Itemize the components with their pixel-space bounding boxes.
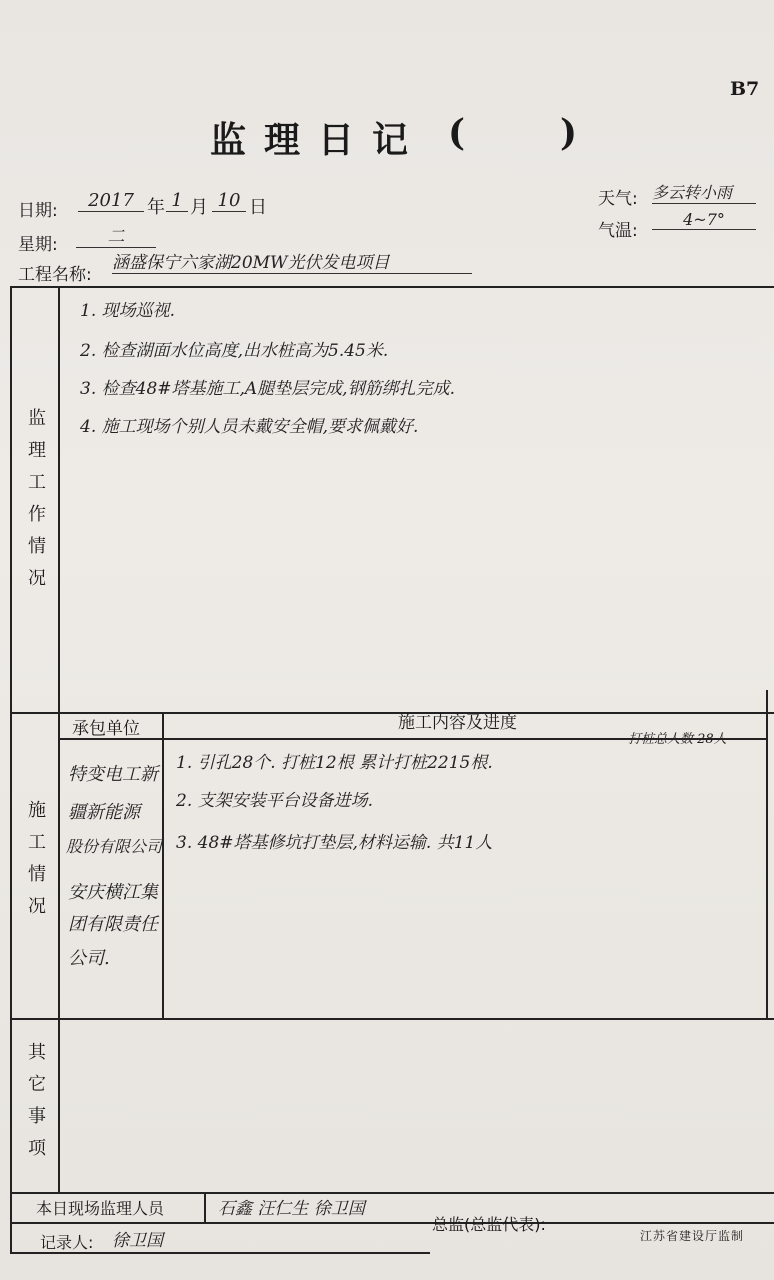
construction-right-border	[766, 690, 768, 1018]
date-day-unit: 日	[249, 197, 267, 218]
date-year-unit: 年	[147, 197, 165, 218]
temperature-value: 4~7°	[652, 210, 756, 230]
form-code: B7	[730, 78, 760, 100]
footer-issuer: 江苏省建设厅监制	[639, 1229, 744, 1243]
temperature-label: 气温:	[598, 221, 638, 241]
table-top-border	[10, 286, 774, 288]
project-label: 工程名称:	[18, 265, 92, 285]
weekday-value: 二	[76, 222, 156, 248]
project-value: 涵盛保宁六家湖20MW光伏发电项目	[112, 248, 472, 274]
page-title: 监理日记	[210, 119, 427, 161]
other-section-bottom	[10, 1192, 774, 1194]
contractor-column-header: 承包单位	[72, 719, 140, 739]
progress-column-header: 施工内容及进度	[398, 713, 517, 733]
recorder-name: 徐卫国	[112, 1231, 163, 1251]
weekday-label: 星期:	[18, 235, 58, 255]
supervisor-row-bottom	[10, 1222, 774, 1224]
progress-item-3: 3. 48#塔基修坑打垫层,材料运输. 共11人	[176, 833, 493, 853]
work-item-1: 1. 现场巡视.	[80, 301, 176, 321]
total-workers-note: 打桩总人数 28人	[628, 732, 727, 747]
recorder-label: 记录人:	[40, 1233, 94, 1252]
progress-item-1: 1. 引孔28个. 打桩12根 累计打桩2215根.	[176, 753, 493, 773]
contractor-1-line-1: 特变电工新	[68, 764, 158, 785]
date-month: 1	[166, 190, 188, 212]
contractor-1-line-2: 疆新能源	[68, 802, 140, 823]
weather-label: 天气:	[598, 189, 638, 209]
title-paren-close: )	[560, 112, 578, 154]
supervisor-label-divider	[204, 1192, 206, 1222]
work-item-2: 2. 检查湖面水位高度,出水桩高为5.45米.	[80, 341, 389, 361]
work-item-3: 3. 检查48#塔基施工,A腿垫层完成,钢筋绑扎完成.	[80, 379, 455, 399]
supervisors-names: 石鑫 汪仁生 徐卫国	[218, 1199, 365, 1219]
contractor-2-line-3: 公司.	[68, 948, 110, 969]
chief-label: 总监(总监代表):	[432, 1215, 546, 1234]
contractor-2-line-1: 安庆横江集	[68, 882, 158, 903]
weather-value: 多云转小雨	[652, 180, 756, 204]
date-year: 2017	[78, 190, 144, 212]
supervisors-label: 本日现场监理人员	[36, 1199, 165, 1218]
date-month-unit: 月	[190, 197, 208, 218]
construction-section-bottom	[10, 1018, 774, 1020]
table-left-border	[10, 286, 12, 1254]
title-paren-open: (	[448, 112, 466, 154]
contractor-1-line-3: 股份有限公司	[66, 837, 163, 856]
date-day: 10	[212, 190, 246, 212]
contractor-column-divider	[162, 712, 164, 1018]
other-section-label: 其它事项	[25, 1042, 46, 1170]
work-section-label: 监理工作情况	[25, 408, 46, 600]
work-item-4: 4. 施工现场个别人员未戴安全帽,要求佩戴好.	[80, 417, 419, 437]
construction-section-label: 施工情况	[25, 800, 46, 928]
progress-item-2: 2. 支架安装平台设备进场.	[176, 791, 374, 811]
date-label: 日期:	[18, 201, 58, 221]
contractor-2-line-2: 团有限责任	[68, 914, 158, 935]
